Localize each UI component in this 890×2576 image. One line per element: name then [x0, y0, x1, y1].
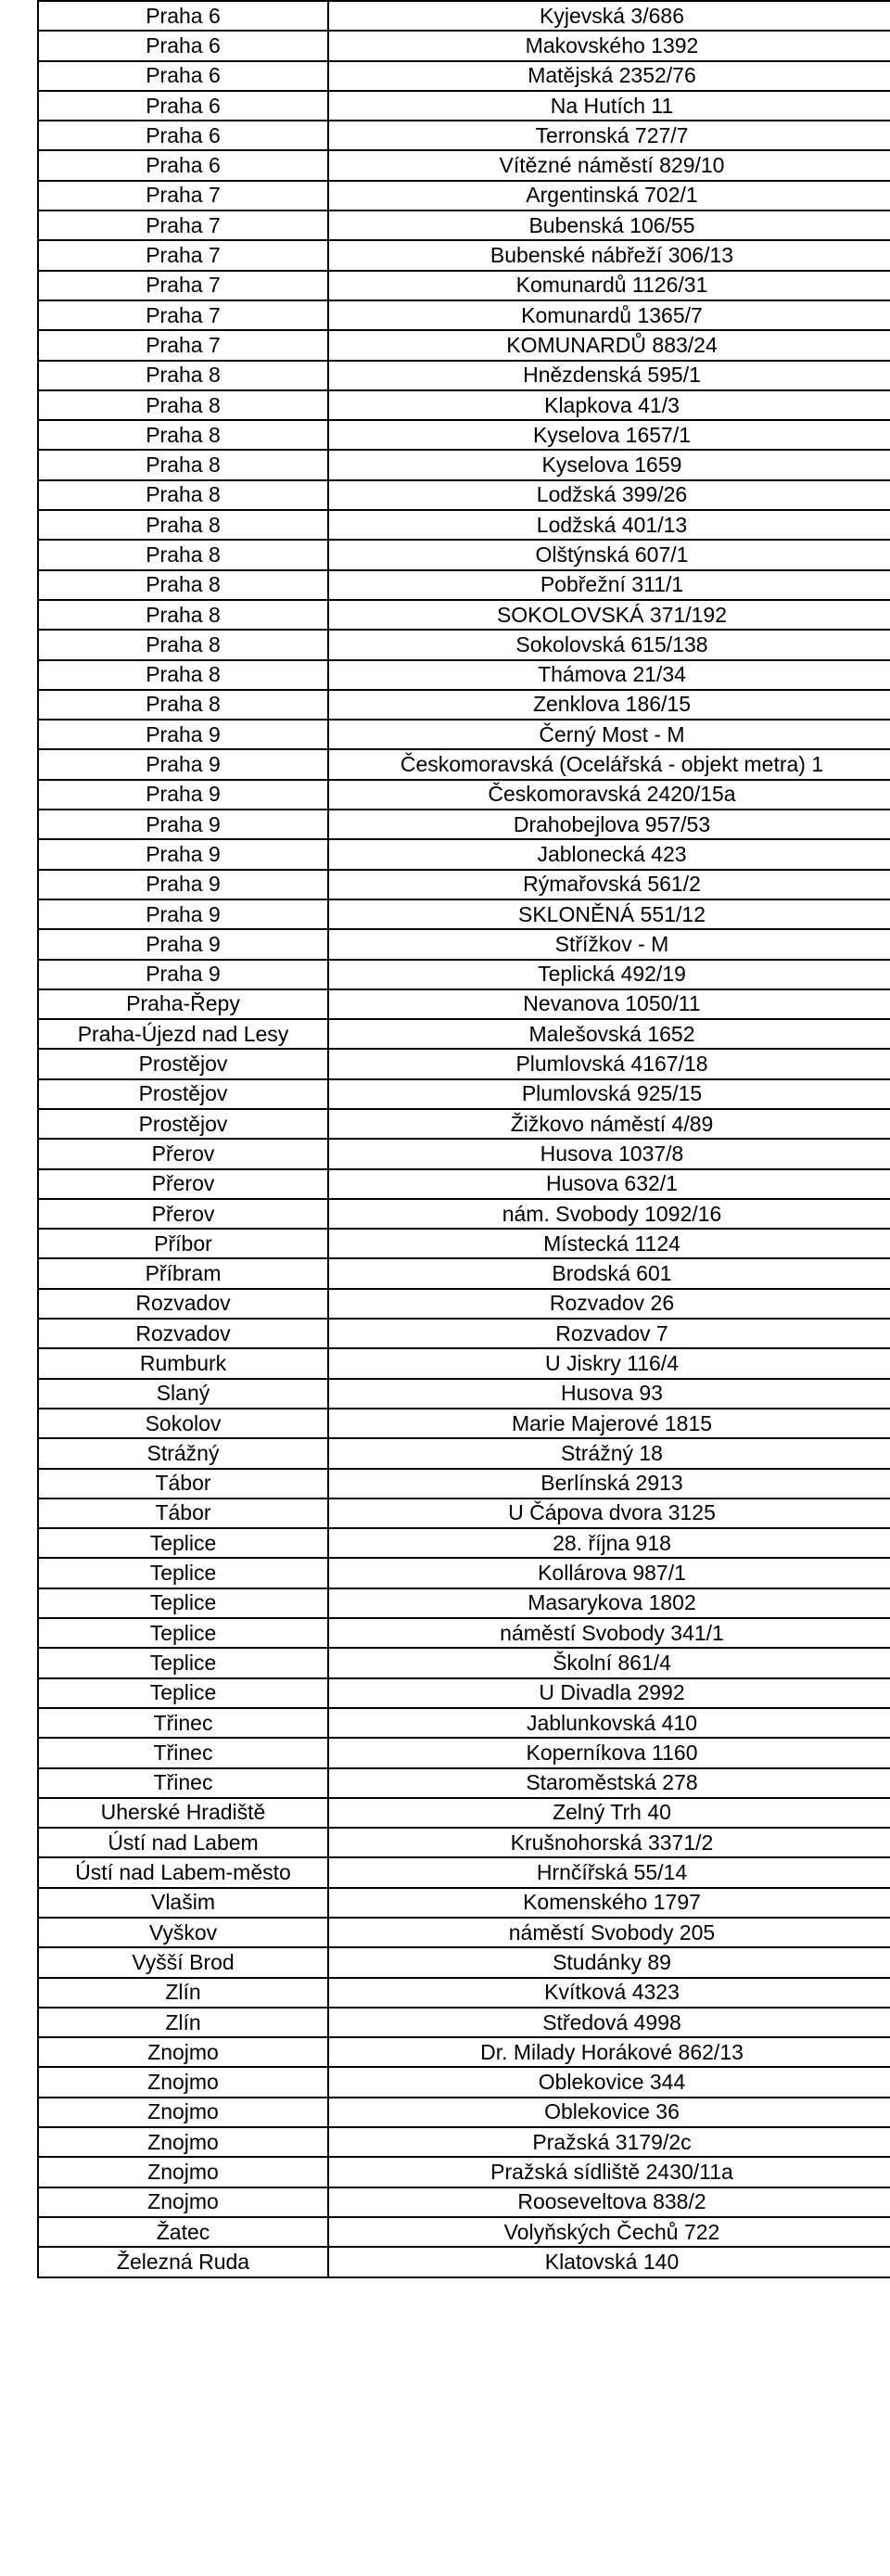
address-cell: Na Hutích 11 — [328, 91, 890, 121]
city-cell: Znojmo — [38, 2037, 328, 2067]
city-cell: Praha-Újezd nad Lesy — [38, 1019, 328, 1049]
address-cell: Rooseveltova 838/2 — [328, 2187, 890, 2217]
address-cell: Bubenské nábřeží 306/13 — [328, 240, 890, 270]
city-cell: Žatec — [38, 2217, 328, 2247]
address-cell: SOKOLOVSKÁ 371/192 — [328, 600, 890, 630]
city-cell: Tábor — [38, 1469, 328, 1498]
city-cell: Praha 6 — [38, 31, 328, 60]
city-cell: Ústí nad Labem — [38, 1828, 328, 1857]
address-cell: Oblekovice 344 — [328, 2067, 890, 2097]
table-row — [38, 61, 890, 91]
address-cell: Školní 861/4 — [328, 1648, 890, 1677]
table-row — [38, 31, 890, 60]
city-cell: Praha 8 — [38, 660, 328, 690]
address-cell: Husova 632/1 — [328, 1169, 890, 1199]
table-row — [38, 690, 890, 720]
address-cell: Místecká 1124 — [328, 1229, 890, 1258]
city-cell: Praha 9 — [38, 810, 328, 839]
city-cell: Ústí nad Labem-město — [38, 1857, 328, 1887]
city-cell: Praha 8 — [38, 480, 328, 510]
city-cell: Praha 7 — [38, 210, 328, 240]
address-cell: Masarykova 1802 — [328, 1588, 890, 1618]
address-cell: náměstí Svobody 341/1 — [328, 1618, 890, 1648]
city-cell: Znojmo — [38, 2127, 328, 2157]
table-row — [38, 480, 890, 510]
address-cell: U Čápova dvora 3125 — [328, 1498, 890, 1528]
address-cell: Pražská 3179/2c — [328, 2127, 890, 2157]
city-cell: Vyškov — [38, 1918, 328, 1947]
city-cell: Praha 9 — [38, 720, 328, 749]
city-cell: Strážný — [38, 1438, 328, 1468]
table-row — [38, 1199, 890, 1229]
table-row — [38, 150, 890, 180]
address-cell: Volyňských Čechů 722 — [328, 2217, 890, 2247]
address-cell: Střížkov - M — [328, 929, 890, 959]
city-cell: Praha 6 — [38, 91, 328, 121]
address-cell: náměstí Svobody 205 — [328, 1918, 890, 1947]
table-row — [38, 2037, 890, 2067]
address-cell: Krušnohorská 3371/2 — [328, 1828, 890, 1857]
table-row — [38, 2157, 890, 2187]
address-cell: Koperníkova 1160 — [328, 1738, 890, 1767]
table-row — [38, 570, 890, 600]
table-row — [38, 510, 890, 540]
address-cell: Kyjevská 3/686 — [328, 1, 890, 31]
city-cell: Praha 9 — [38, 839, 328, 869]
table-row — [38, 749, 890, 779]
address-cell: Lodžská 401/13 — [328, 510, 890, 540]
city-cell: Třinec — [38, 1738, 328, 1767]
table-row — [38, 2098, 890, 2127]
address-cell: SKLONĚNÁ 551/12 — [328, 899, 890, 929]
city-cell: Rozvadov — [38, 1319, 328, 1348]
address-cell: 28. října 918 — [328, 1528, 890, 1558]
city-cell: Prostějov — [38, 1109, 328, 1139]
table-row — [38, 839, 890, 869]
city-cell: Vlašim — [38, 1888, 328, 1918]
city-cell: Přerov — [38, 1139, 328, 1168]
address-cell: Husova 93 — [328, 1379, 890, 1409]
table-row — [38, 600, 890, 630]
city-cell: Prostějov — [38, 1079, 328, 1109]
table-row — [38, 1438, 890, 1468]
table-row — [38, 1379, 890, 1409]
table-row — [38, 1947, 890, 1977]
address-cell: Oblekovice 36 — [328, 2098, 890, 2127]
address-cell: Husova 1037/8 — [328, 1139, 890, 1168]
address-cell: Makovského 1392 — [328, 31, 890, 60]
city-cell: Teplice — [38, 1528, 328, 1558]
city-cell: Praha 7 — [38, 181, 328, 210]
address-cell: Jablunkovská 410 — [328, 1708, 890, 1738]
city-cell: Prostějov — [38, 1049, 328, 1078]
table-row — [38, 1857, 890, 1887]
city-cell: Praha 6 — [38, 121, 328, 150]
address-cell: KOMUNARDŮ 883/24 — [328, 330, 890, 360]
address-cell: Terronská 727/7 — [328, 121, 890, 150]
city-cell: Teplice — [38, 1648, 328, 1677]
table-row — [38, 1558, 890, 1588]
address-cell: Lodžská 399/26 — [328, 480, 890, 510]
address-table-body — [38, 1, 890, 2277]
address-cell: Studánky 89 — [328, 1947, 890, 1977]
city-cell: Praha 8 — [38, 600, 328, 630]
table-row — [38, 929, 890, 959]
city-cell: Uherské Hradiště — [38, 1798, 328, 1828]
table-row — [38, 1918, 890, 1947]
table-row — [38, 1469, 890, 1498]
city-cell: Tábor — [38, 1498, 328, 1528]
table-row — [38, 810, 890, 839]
table-row — [38, 300, 890, 330]
city-cell: Znojmo — [38, 2157, 328, 2187]
address-cell: U Divadla 2992 — [328, 1678, 890, 1708]
address-cell: Marie Majerové 1815 — [328, 1409, 890, 1438]
table-row — [38, 390, 890, 420]
city-cell: Slaný — [38, 1379, 328, 1409]
table-row — [38, 899, 890, 929]
table-row — [38, 1, 890, 31]
table-row — [38, 2067, 890, 2097]
city-cell: Praha 8 — [38, 630, 328, 659]
city-cell: Znojmo — [38, 2187, 328, 2217]
address-cell: Dr. Milady Horákové 862/13 — [328, 2037, 890, 2067]
table-row — [38, 630, 890, 659]
table-row — [38, 1139, 890, 1168]
address-cell: Berlínská 2913 — [328, 1469, 890, 1498]
address-cell: Klatovská 140 — [328, 2247, 890, 2276]
address-cell: Rozvadov 7 — [328, 1319, 890, 1348]
table-row — [38, 2008, 890, 2037]
table-row — [38, 1289, 890, 1319]
address-cell: Rýmařovská 561/2 — [328, 870, 890, 899]
city-cell: Praha 8 — [38, 420, 328, 450]
table-row — [38, 1678, 890, 1708]
city-cell: Praha 7 — [38, 240, 328, 270]
address-cell: Sokolovská 615/138 — [328, 630, 890, 659]
address-cell: Vítězné náměstí 829/10 — [328, 150, 890, 180]
city-cell: Sokolov — [38, 1409, 328, 1438]
city-cell: Praha 9 — [38, 899, 328, 929]
table-row — [38, 1618, 890, 1648]
table-row — [38, 121, 890, 150]
table-row — [38, 1978, 890, 2008]
table-row — [38, 1079, 890, 1109]
table-row — [38, 1019, 890, 1049]
address-cell: Jablonecká 423 — [328, 839, 890, 869]
address-cell: Plumlovská 4167/18 — [328, 1049, 890, 1078]
city-cell: Praha 6 — [38, 61, 328, 91]
address-cell: Českomoravská (Ocelářská - objekt metra) 1 — [328, 749, 890, 779]
table-row — [38, 1738, 890, 1767]
address-cell: Pražská sídliště 2430/11a — [328, 2157, 890, 2187]
table-row — [38, 1258, 890, 1288]
table-row — [38, 1409, 890, 1438]
address-table — [37, 0, 890, 2278]
city-cell: Praha 7 — [38, 300, 328, 330]
address-cell: Bubenská 106/55 — [328, 210, 890, 240]
table-row — [38, 271, 890, 300]
table-row — [38, 1708, 890, 1738]
address-cell: Českomoravská 2420/15a — [328, 780, 890, 810]
address-cell: U Jiskry 116/4 — [328, 1348, 890, 1378]
table-row — [38, 2217, 890, 2247]
address-cell: Rozvadov 26 — [328, 1289, 890, 1319]
address-cell: Středová 4998 — [328, 2008, 890, 2037]
table-row — [38, 660, 890, 690]
table-row — [38, 1768, 890, 1798]
city-cell: Teplice — [38, 1618, 328, 1648]
table-row — [38, 330, 890, 360]
city-cell: Praha 8 — [38, 361, 328, 390]
city-cell: Znojmo — [38, 2067, 328, 2097]
city-cell: Praha 8 — [38, 570, 328, 600]
city-cell: Teplice — [38, 1678, 328, 1708]
table-row — [38, 989, 890, 1019]
address-cell: Komunardů 1365/7 — [328, 300, 890, 330]
table-row — [38, 420, 890, 450]
address-cell: Matějská 2352/76 — [328, 61, 890, 91]
address-cell: Olštýnská 607/1 — [328, 540, 890, 569]
table-row — [38, 2247, 890, 2276]
address-cell: Thámova 21/34 — [328, 660, 890, 690]
table-row — [38, 1498, 890, 1528]
table-row — [38, 450, 890, 479]
city-cell: Rozvadov — [38, 1289, 328, 1319]
table-row — [38, 1319, 890, 1348]
table-row — [38, 1528, 890, 1558]
table-row — [38, 1109, 890, 1139]
address-cell: nám. Svobody 1092/16 — [328, 1199, 890, 1229]
address-cell: Drahobejlova 957/53 — [328, 810, 890, 839]
address-cell: Hrnčířská 55/14 — [328, 1857, 890, 1887]
address-cell: Klapkova 41/3 — [328, 390, 890, 420]
address-cell: Kyselova 1659 — [328, 450, 890, 479]
city-cell: Příbor — [38, 1229, 328, 1258]
city-cell: Znojmo — [38, 2098, 328, 2127]
city-cell: Zlín — [38, 2008, 328, 2037]
city-cell: Praha 8 — [38, 690, 328, 720]
city-cell: Praha 9 — [38, 929, 328, 959]
city-cell: Praha 9 — [38, 870, 328, 899]
city-cell: Praha 7 — [38, 271, 328, 300]
city-cell: Praha 8 — [38, 450, 328, 479]
city-cell: Praha 9 — [38, 749, 328, 779]
table-row — [38, 240, 890, 270]
table-row — [38, 870, 890, 899]
table-row — [38, 540, 890, 569]
city-cell: Teplice — [38, 1588, 328, 1618]
city-cell: Praha 9 — [38, 960, 328, 989]
city-cell: Železná Ruda — [38, 2247, 328, 2276]
table-row — [38, 91, 890, 121]
city-cell: Třinec — [38, 1768, 328, 1798]
table-row — [38, 1588, 890, 1618]
address-cell: Teplická 492/19 — [328, 960, 890, 989]
city-cell: Praha 8 — [38, 510, 328, 540]
table-row — [38, 2187, 890, 2217]
address-cell: Staroměstská 278 — [328, 1768, 890, 1798]
table-row — [38, 1888, 890, 1918]
table-row — [38, 361, 890, 390]
table-row — [38, 210, 890, 240]
city-cell: Teplice — [38, 1558, 328, 1588]
table-row — [38, 1828, 890, 1857]
city-cell: Praha 7 — [38, 330, 328, 360]
address-cell: Černý Most - M — [328, 720, 890, 749]
city-cell: Rumburk — [38, 1348, 328, 1378]
address-cell: Kyselova 1657/1 — [328, 420, 890, 450]
address-cell: Žižkovo náměstí 4/89 — [328, 1109, 890, 1139]
table-row — [38, 960, 890, 989]
address-cell: Zenklova 186/15 — [328, 690, 890, 720]
address-cell: Nevanova 1050/11 — [328, 989, 890, 1019]
address-cell: Hnězdenská 595/1 — [328, 361, 890, 390]
table-row — [38, 1648, 890, 1677]
table-row — [38, 1049, 890, 1078]
city-cell: Přerov — [38, 1199, 328, 1229]
city-cell: Praha-Řepy — [38, 989, 328, 1019]
city-cell: Přerov — [38, 1169, 328, 1199]
city-cell: Praha 8 — [38, 390, 328, 420]
city-cell: Třinec — [38, 1708, 328, 1738]
address-cell: Kollárova 987/1 — [328, 1558, 890, 1588]
table-row — [38, 1798, 890, 1828]
table-row — [38, 1229, 890, 1258]
address-cell: Strážný 18 — [328, 1438, 890, 1468]
city-cell: Zlín — [38, 1978, 328, 2008]
address-cell: Malešovská 1652 — [328, 1019, 890, 1049]
table-row — [38, 1348, 890, 1378]
city-cell: Vyšší Brod — [38, 1947, 328, 1977]
address-cell: Komenského 1797 — [328, 1888, 890, 1918]
table-row — [38, 780, 890, 810]
city-cell: Praha 8 — [38, 540, 328, 569]
address-cell: Komunardů 1126/31 — [328, 271, 890, 300]
address-cell: Zelný Trh 40 — [328, 1798, 890, 1828]
address-cell: Argentinská 702/1 — [328, 181, 890, 210]
table-row — [38, 181, 890, 210]
address-cell: Brodská 601 — [328, 1258, 890, 1288]
table-row — [38, 2127, 890, 2157]
table-row — [38, 720, 890, 749]
city-cell: Praha 6 — [38, 1, 328, 31]
table-row — [38, 1169, 890, 1199]
city-cell: Praha 6 — [38, 150, 328, 180]
city-cell: Příbram — [38, 1258, 328, 1288]
address-cell: Plumlovská 925/15 — [328, 1079, 890, 1109]
address-cell: Kvítková 4323 — [328, 1978, 890, 2008]
address-cell: Pobřežní 311/1 — [328, 570, 890, 600]
city-cell: Praha 9 — [38, 780, 328, 810]
